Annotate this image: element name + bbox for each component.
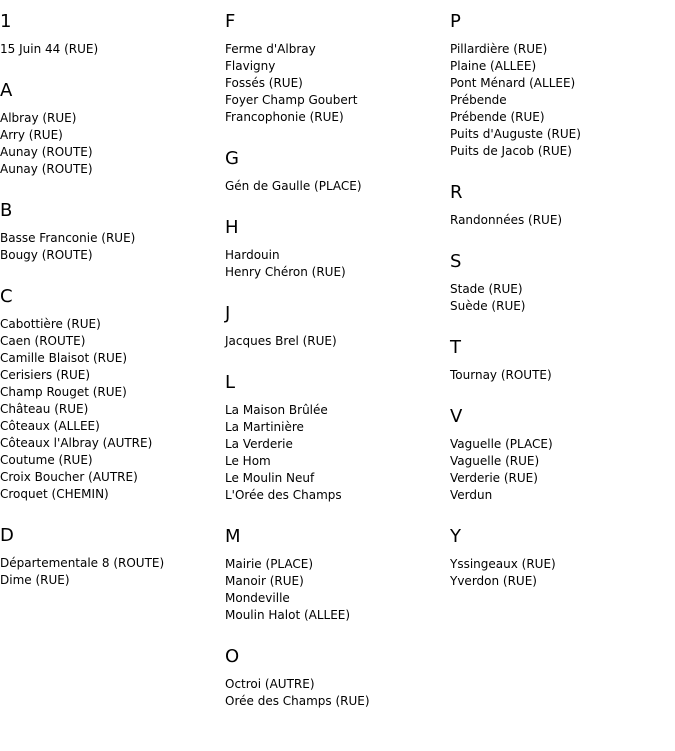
street-item: Camille Blaisot (RUE) (0, 351, 128, 365)
street-item: Suède (RUE) (450, 299, 526, 313)
letter-section (225, 0, 450, 126)
street-list (225, 394, 450, 504)
street-list (450, 359, 675, 384)
letter-section (225, 350, 450, 504)
street-list (225, 325, 450, 350)
letter-section (225, 126, 450, 195)
street-item: Prébende (RUE) (450, 110, 545, 124)
street-item: Champ Rouget (RUE) (0, 385, 127, 399)
street-item: Verderie (RUE) (450, 471, 538, 485)
section-letter-heading: P (450, 11, 461, 32)
street-item: Henry Chéron (RUE) (225, 265, 346, 279)
section-letter-heading: Y (450, 526, 461, 547)
letter-section (0, 58, 225, 178)
street-list (0, 308, 225, 503)
section-letter-heading: J (225, 303, 231, 324)
street-item: Tournay (ROUTE) (450, 368, 552, 382)
section-letter-heading: O (225, 646, 240, 667)
street-item: Octroi (AUTRE) (225, 677, 315, 691)
street-item: Gén de Gaulle (PLACE) (225, 179, 362, 193)
section-letter-heading: R (450, 182, 463, 203)
street-item: Mondeville (225, 591, 290, 605)
street-item: Croquet (CHEMIN) (0, 487, 109, 501)
street-item: Jacques Brel (RUE) (225, 334, 337, 348)
street-item: Puits de Jacob (RUE) (450, 144, 572, 158)
section-letter-heading: M (225, 526, 241, 547)
street-item: La Verderie (225, 437, 293, 451)
street-item: Francophonie (RUE) (225, 110, 344, 124)
street-list (450, 33, 675, 160)
street-item: Le Hom (225, 454, 271, 468)
street-list (225, 668, 450, 710)
section-letter-heading: T (450, 337, 461, 358)
street-item: Cerisiers (RUE) (0, 368, 91, 382)
street-index-column-1 (0, 0, 225, 589)
street-list (450, 204, 675, 229)
section-letter-heading: B (0, 200, 13, 221)
section-letter-heading: D (0, 525, 14, 546)
street-list (450, 428, 675, 504)
letter-section (450, 504, 675, 590)
street-item: Puits d'Auguste (RUE) (450, 127, 581, 141)
street-item: Coutume (RUE) (0, 453, 93, 467)
letter-section (450, 315, 675, 384)
street-item: Albray (RUE) (0, 111, 77, 125)
street-item: Croix Boucher (AUTRE) (0, 470, 138, 484)
street-item: Arry (RUE) (0, 128, 63, 142)
section-letter-heading: G (225, 148, 239, 169)
section-letter-heading: F (225, 11, 236, 32)
street-item: Yssingeaux (RUE) (450, 557, 556, 571)
street-item: Moulin Halot (ALLEE) (225, 608, 351, 622)
street-list (225, 239, 450, 281)
street-item: 15 Juin 44 (RUE) (0, 42, 99, 56)
section-letter-heading: C (0, 286, 13, 307)
letter-section (0, 264, 225, 503)
street-item: La Maison Brûlée (225, 403, 328, 417)
street-list (225, 548, 450, 624)
street-item: Plaine (ALLEE) (450, 59, 537, 73)
street-item: Vaguelle (RUE) (450, 454, 540, 468)
street-index-column-2 (225, 0, 450, 710)
street-list (0, 547, 225, 589)
letter-section (450, 160, 675, 229)
street-item: Pont Ménard (ALLEE) (450, 76, 576, 90)
letter-section (0, 178, 225, 264)
street-item: Yverdon (RUE) (450, 574, 537, 588)
street-item: Caen (ROUTE) (0, 334, 86, 348)
street-item: L'Orée des Champs (225, 488, 342, 502)
street-item: Le Moulin Neuf (225, 471, 315, 485)
street-item: Château (RUE) (0, 402, 89, 416)
street-item: Départementale 8 (ROUTE) (0, 556, 165, 570)
section-letter-heading: H (225, 217, 239, 238)
street-item: La Martinière (225, 420, 304, 434)
street-item: Côteaux (ALLEE) (0, 419, 100, 433)
street-item: Stade (RUE) (450, 282, 523, 296)
street-list (0, 33, 225, 58)
letter-section (225, 504, 450, 624)
street-item: Hardouin (225, 248, 280, 262)
street-item: Cabottière (RUE) (0, 317, 101, 331)
street-item: Flavigny (225, 59, 276, 73)
section-letter-heading: L (225, 372, 236, 393)
street-item: Fossés (RUE) (225, 76, 303, 90)
street-item: Randonnées (RUE) (450, 213, 563, 227)
street-item: Manoir (RUE) (225, 574, 304, 588)
section-letter-heading: A (0, 80, 13, 101)
letter-section (0, 0, 225, 58)
street-item: Basse Franconie (RUE) (0, 231, 136, 245)
section-letter-heading: S (450, 251, 462, 272)
street-item: Pillardière (RUE) (450, 42, 548, 56)
letter-section (450, 0, 675, 160)
street-item: Ferme d'Albray (225, 42, 316, 56)
street-index-column-3 (450, 0, 675, 590)
letter-section (450, 384, 675, 504)
street-list (450, 548, 675, 590)
street-item: Aunay (ROUTE) (0, 145, 93, 159)
letter-section (0, 503, 225, 589)
street-item: Côteaux l'Albray (AUTRE) (0, 436, 153, 450)
street-list (225, 33, 450, 126)
letter-section (450, 229, 675, 315)
street-item: Vaguelle (PLACE) (450, 437, 553, 451)
section-letter-heading: 1 (0, 11, 12, 32)
letter-section (225, 195, 450, 281)
street-list (450, 273, 675, 315)
street-list (225, 170, 450, 195)
letter-section (225, 281, 450, 350)
street-item: Mairie (PLACE) (225, 557, 314, 571)
letter-section (225, 624, 450, 710)
street-item: Foyer Champ Goubert (225, 93, 358, 107)
street-item: Verdun (450, 488, 493, 502)
street-list (0, 222, 225, 264)
street-item: Prébende (450, 93, 507, 107)
street-item: Orée des Champs (RUE) (225, 694, 370, 708)
street-item: Dime (RUE) (0, 573, 70, 587)
street-item: Aunay (ROUTE) (0, 162, 93, 176)
section-letter-heading: V (450, 406, 463, 427)
street-item: Bougy (ROUTE) (0, 248, 93, 262)
street-list (0, 102, 225, 178)
